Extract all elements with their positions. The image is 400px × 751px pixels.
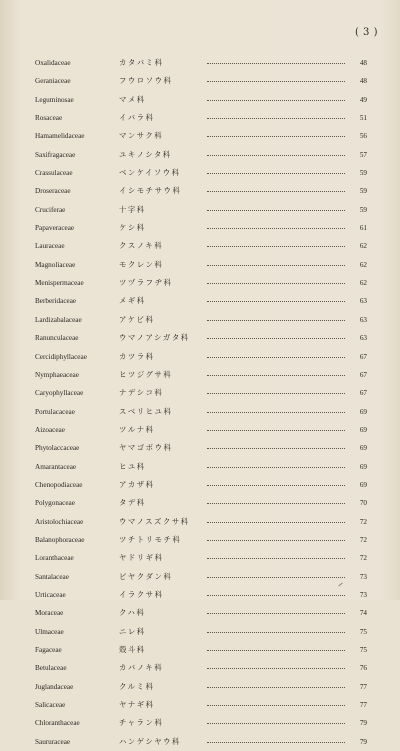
latin-family-name: Urticaceae: [35, 590, 66, 599]
latin-family-name: Leguminosae: [35, 95, 74, 104]
dot-leader: [207, 687, 345, 688]
latin-family-name: Ranunculaceae: [35, 334, 79, 343]
dot-leader: [207, 265, 345, 266]
japanese-family-name: 十字科: [119, 204, 146, 214]
latin-family-name: Salicaceae: [35, 701, 66, 710]
index-entry: [35, 219, 367, 237]
latin-family-name: Moraceae: [35, 609, 64, 618]
page-reference: 61: [359, 224, 367, 233]
index-entry: [35, 311, 367, 329]
index-entry: [35, 714, 367, 732]
index-entry: [35, 659, 367, 677]
latin-family-name: Ulmaceae: [35, 627, 64, 636]
dot-leader: [207, 467, 345, 468]
index-entry: [35, 182, 367, 200]
dot-leader: [207, 301, 345, 302]
index-entry: [35, 91, 367, 109]
index-entry: [35, 513, 367, 531]
page-reference: 69: [359, 444, 367, 453]
dot-leader: [207, 705, 345, 706]
page-reference: 77: [359, 701, 367, 710]
latin-family-name: Fagaceae: [35, 646, 62, 654]
dot-leader: [207, 118, 345, 119]
dot-leader: [207, 448, 345, 449]
latin-family-name: Polygonaceae: [35, 499, 75, 508]
dot-leader: [207, 173, 345, 174]
japanese-family-name: アケビ科: [119, 314, 155, 324]
index-entry: [35, 292, 367, 310]
japanese-family-name: ツチトリモチ科: [119, 534, 182, 544]
index-entry: [35, 439, 367, 457]
latin-family-name: Droseraceae: [35, 187, 71, 196]
index-entry: [35, 72, 367, 90]
latin-family-name: Portulacaceae: [35, 407, 75, 416]
index-entry: [35, 329, 367, 347]
japanese-family-name: クスノキ科: [119, 241, 164, 251]
latin-family-name: Oxalidaceae: [35, 59, 71, 67]
page-reference: 57: [359, 150, 367, 159]
index-entry: [35, 604, 367, 622]
page-reference: 72: [359, 517, 367, 526]
index-entry: [35, 274, 367, 292]
japanese-family-name: ヤナギ科: [119, 700, 155, 710]
index-entry: [35, 348, 367, 366]
page-reference: 69: [359, 425, 367, 434]
japanese-family-name: カタバミ科: [119, 58, 164, 67]
dot-leader: [207, 393, 345, 394]
index-entry: [35, 164, 367, 182]
dot-leader: [207, 136, 345, 137]
dot-leader: [207, 412, 345, 413]
page-reference: 69: [359, 462, 367, 471]
dot-leader: [207, 100, 345, 101]
latin-family-name: Menispermaceae: [35, 279, 84, 288]
latin-family-name: Cruciferae: [35, 205, 66, 214]
latin-family-name: Juglandaceae: [35, 682, 74, 691]
dot-leader: [207, 503, 345, 504]
index-entry: [35, 201, 367, 219]
dot-leader: [207, 668, 345, 669]
index-entry: [35, 109, 367, 127]
latin-family-name: Lardizabalaceae: [35, 315, 82, 324]
dot-leader: [207, 191, 345, 192]
page-reference: 59: [359, 169, 367, 178]
japanese-family-name: ツルナ科: [119, 424, 155, 434]
index-entry: [35, 54, 367, 72]
index-entry: [35, 623, 367, 641]
japanese-family-name: タデ科: [119, 498, 146, 508]
page-reference: 77: [359, 682, 367, 691]
dot-leader: [207, 558, 345, 559]
japanese-family-name: スベリヒユ科: [119, 406, 173, 416]
japanese-family-name: ベンケイソウ科: [119, 168, 181, 178]
index-entry: [35, 403, 367, 421]
latin-family-name: Chenopodiaceae: [35, 480, 83, 489]
page-reference: 49: [359, 95, 367, 104]
japanese-family-name: ビヤクダン科: [119, 571, 173, 581]
index-entry: [35, 476, 367, 494]
index-entry: [35, 366, 367, 384]
japanese-family-name: ウマノスズクサ科: [119, 516, 190, 526]
dot-leader: [207, 338, 345, 339]
dot-leader: [207, 522, 345, 523]
page-reference: 70: [359, 499, 367, 508]
japanese-family-name: イバラ科: [119, 113, 155, 123]
latin-family-name: Loranthaceae: [35, 554, 74, 563]
japanese-family-name: ヤドリギ科: [119, 553, 164, 563]
index-entry: [35, 256, 367, 274]
japanese-family-name: マメ科: [119, 94, 146, 104]
dot-leader: [207, 357, 345, 358]
japanese-family-name: イラクサ科: [119, 589, 164, 599]
latin-family-name: Caryophyllaceae: [35, 389, 84, 398]
japanese-family-name: ハンゲシヤウ科: [119, 736, 181, 746]
latin-family-name: Santalaceae: [35, 572, 69, 581]
latin-family-name: Amarantaceae: [35, 462, 77, 471]
japanese-family-name: 殻斗科: [119, 645, 146, 654]
dot-leader: [207, 742, 345, 743]
japanese-family-name: ヤマゴボウ科: [119, 443, 173, 453]
dot-leader: [207, 81, 345, 82]
index-entry: [35, 549, 367, 567]
index-entry: [35, 568, 367, 586]
page-reference: 59: [359, 187, 367, 196]
page-reference: 73: [359, 590, 367, 599]
japanese-family-name: モクレン科: [119, 259, 164, 269]
page-reference: 72: [359, 535, 367, 544]
japanese-family-name: ヒツジグサ科: [119, 369, 173, 379]
index-entry: [35, 146, 367, 164]
page-reference: 67: [359, 370, 367, 379]
index-entry: [35, 458, 367, 476]
japanese-family-name: クルミ科: [119, 681, 155, 691]
japanese-family-name: アカザ科: [119, 479, 155, 489]
page-reference: 74: [359, 609, 367, 618]
latin-family-name: Lauraceae: [35, 242, 65, 251]
dot-leader: [207, 485, 345, 486]
page-reference: 76: [359, 664, 367, 673]
index-entry: [35, 127, 367, 145]
index-entry: [35, 641, 367, 659]
japanese-family-name: ユキノシタ科: [119, 149, 172, 159]
page-reference: 72: [359, 554, 367, 563]
index-entry: [35, 531, 367, 549]
latin-family-name: Aristolochiaceae: [35, 517, 84, 526]
latin-family-name: Saururaceae: [35, 737, 71, 746]
japanese-family-name: メギ科: [119, 296, 146, 306]
dot-leader: [207, 320, 345, 321]
japanese-family-name: ツヅラフヂ科: [119, 278, 173, 288]
dot-leader: [207, 577, 345, 578]
latin-family-name: Saxifragaceae: [35, 150, 76, 159]
page-reference: 69: [359, 480, 367, 489]
page-reference: 48: [359, 77, 367, 86]
page-reference: 73: [359, 572, 367, 581]
page-reference: 63: [359, 315, 367, 324]
index-entry: [35, 696, 367, 714]
latin-family-name: Balanophoraceae: [35, 535, 85, 544]
family-index-list: [35, 54, 367, 751]
latin-family-name: Papaveraceae: [35, 224, 75, 233]
japanese-family-name: イシモチサウ科: [119, 186, 182, 196]
japanese-family-name: フウロソウ科: [119, 76, 173, 86]
dot-leader: [207, 613, 345, 614]
latin-family-name: Aizoaceae: [35, 425, 65, 434]
latin-family-name: Hamamelidaceae: [35, 132, 85, 141]
latin-family-name: Phytolaccaceae: [35, 444, 80, 453]
index-entry: [35, 678, 367, 696]
page-reference: 62: [359, 279, 367, 288]
page-reference: 51: [359, 114, 367, 123]
dot-leader: [207, 650, 345, 651]
page-reference: 69: [359, 407, 367, 416]
page-reference: 67: [359, 389, 367, 398]
latin-family-name: Betulaceae: [35, 664, 67, 673]
latin-family-name: Magnoliaceae: [35, 260, 76, 269]
index-entry: [35, 421, 367, 439]
page-reference: 79: [359, 719, 367, 728]
latin-family-name: Geraniaceae: [35, 77, 71, 86]
page-reference: 56: [359, 132, 367, 141]
dot-leader: [207, 228, 345, 229]
dot-leader: [207, 155, 345, 156]
dot-leader: [207, 723, 345, 724]
index-entry: [35, 733, 367, 751]
page-reference: 62: [359, 242, 367, 251]
japanese-family-name: チャラン科: [119, 718, 164, 728]
dot-leader: [207, 283, 345, 284]
latin-family-name: Berberidaceae: [35, 297, 77, 306]
page-reference: 63: [359, 297, 367, 306]
dot-leader: [207, 430, 345, 431]
page-reference: 79: [359, 737, 367, 746]
page-reference: 48: [359, 59, 367, 67]
page-reference: 59: [359, 205, 367, 214]
dot-leader: [207, 632, 345, 633]
latin-family-name: Crassulaceae: [35, 169, 73, 178]
page-reference: 62: [359, 260, 367, 269]
latin-family-name: Rosaceae: [35, 114, 63, 123]
page-reference: 67: [359, 352, 367, 361]
japanese-family-name: ヒユ科: [119, 461, 146, 471]
japanese-family-name: ニレ科: [119, 626, 146, 636]
dot-leader: [207, 540, 345, 541]
latin-family-name: Cercidiphyllaceae: [35, 352, 87, 361]
index-entry: [35, 237, 367, 255]
page-reference: 75: [359, 646, 367, 654]
dot-leader: [207, 595, 345, 596]
index-entry: [35, 494, 367, 512]
japanese-family-name: カツラ科: [119, 351, 155, 361]
page-number: ( 3 ): [354, 27, 378, 38]
japanese-family-name: マンサク科: [119, 131, 164, 141]
index-entry: [35, 586, 367, 604]
latin-family-name: Chloranthaceae: [35, 719, 80, 728]
page-reference: 75: [359, 627, 367, 636]
index-entry: [35, 384, 367, 402]
dot-leader: [207, 375, 345, 376]
japanese-family-name: クハ科: [119, 608, 146, 618]
dot-leader: [207, 210, 345, 211]
dot-leader: [207, 246, 345, 247]
latin-family-name: Nymphaeaceae: [35, 370, 79, 379]
japanese-family-name: ケシ科: [119, 223, 146, 233]
japanese-family-name: ウマノアシガタ科: [119, 333, 190, 343]
dot-leader: [207, 63, 345, 64]
japanese-family-name: カバノキ科: [119, 663, 164, 673]
japanese-family-name: ナデシコ科: [119, 388, 164, 398]
page-reference: 63: [359, 334, 367, 343]
